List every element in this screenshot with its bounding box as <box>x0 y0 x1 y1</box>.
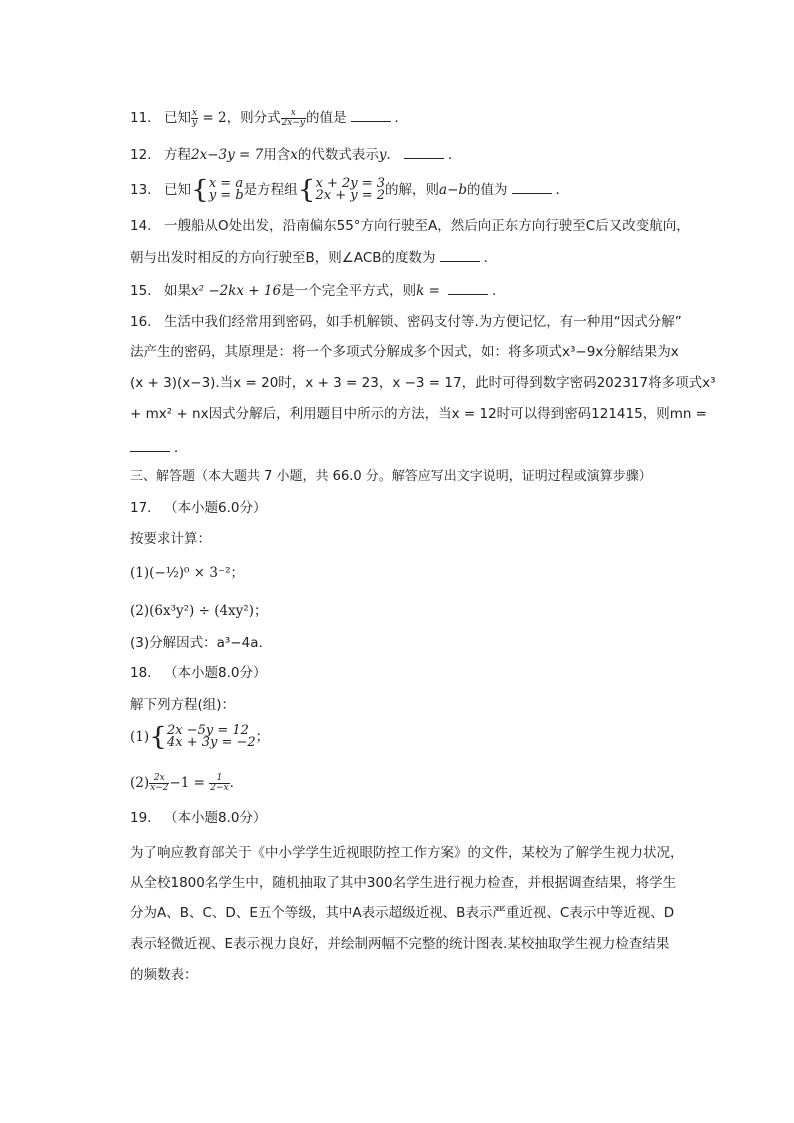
question-14-line-2: 朝与出发时相反的方向行驶至B，则∠ACB的度数为 ． <box>130 247 497 268</box>
brace-icon: { <box>297 174 316 205</box>
question-number: 17. <box>130 500 152 516</box>
question-19-line-5: 的频数表： <box>130 967 198 983</box>
question-19-line-2: 从全校1800名学生中，随机抽取了其中300名学生进行视力检查，并根据调查结果，将学生 <box>130 875 677 891</box>
question-17-part-1: (1)(−½)⁰ × 3⁻²； <box>130 565 244 581</box>
question-number: 15. <box>130 283 152 299</box>
equation-system: 2x −5y = 12 4x + 3y = −2 <box>166 723 256 750</box>
score-label: （本小题6.0分） <box>164 500 267 516</box>
answer-blank <box>440 247 480 262</box>
question-14-line-1: 14. 一艘船从O处出发，沿南偏东55°方向行驶至A，然后向正东方向行驶至C后又改变航向， <box>130 218 690 234</box>
question-18-part-2: (2) $\frac{2x}{x-2}$ −1 = $\frac{1}{2-x}$ . <box>130 772 234 793</box>
equation: 2x−3y = 7 <box>191 147 264 163</box>
question-19-line-4: 表示轻微近视、E表示视力良好，并绘制两幅不完整的统计图表.某校抽取学生视力检查结果 <box>130 936 670 952</box>
answer-blank <box>448 280 488 295</box>
question-16-line-2: 法产生的密码，其原理是：将一个多项式分解成多个因式，如：将多项式x³−9x分解结果为x <box>130 344 679 360</box>
question-19-line-1: 为了响应教育部关于《中小学学生近视眼防控工作方案》的文件，某校为了解学生视力状况， <box>130 845 684 861</box>
question-17-part-2: (2)(6x³y²) ÷ (4xy²)； <box>130 603 268 619</box>
brace-icon: { <box>191 174 209 205</box>
question-19-header <box>130 808 266 828</box>
brace-icon: { <box>149 721 167 752</box>
answer-blank <box>512 179 552 194</box>
question-18-header <box>130 663 266 683</box>
score-label: （本小题8.0分） <box>164 810 267 826</box>
question-13: 13. 已知{ x = a y = b 是方程组{ x + 2y = 3 2x + y = 2 的解，则a−b的值为 ． <box>130 174 570 205</box>
question-number: 12. <box>130 147 152 163</box>
question-11: 11. 已知 $\frac{x}{y}$ = 2，则分式 $\frac{x}{2x-y}$ 的值是 ． <box>130 107 409 128</box>
question-number: 14. <box>130 218 152 234</box>
answer-blank <box>351 107 391 122</box>
question-18-intro: 解下列方程(组)： <box>130 697 236 713</box>
question-15: 15. 如果x² −2kx + 16是一个完全平方式，则k = ． <box>130 280 506 301</box>
question-17-intro: 按要求计算： <box>130 531 211 547</box>
question-18-part-1: (1){ 2x −5y = 12 4x + 3y = −2 ； <box>130 721 270 752</box>
equation-system: x + 2y = 3 2x + y = 2 <box>315 176 386 203</box>
system-xy: x = a y = b <box>208 176 244 203</box>
fraction-expression: $\frac{x}{2x-y}$ <box>281 107 306 128</box>
score-label: （本小题8.0分） <box>164 665 267 681</box>
question-12: 12. 方程2x−3y = 7用含x的代数式表示y． ． <box>130 144 461 165</box>
question-19-line-3: 分为A、B、C、D、E五个等级，其中A表示超级近视、B表示严重近视、C表示中等近视、D <box>130 905 675 921</box>
question-number: 11. <box>130 110 152 126</box>
section-heading: 三、解答题（本大题共 7 小题，共 66.0 分。解答应写出文字说明，证明过程或演算步骤） <box>130 469 652 484</box>
question-number: 13. <box>130 182 152 198</box>
answer-blank <box>130 437 170 452</box>
question-number: 16. <box>130 314 152 330</box>
question-16-line-3: (x + 3)(x−3).当x = 20时，x + 3 = 23，x −3 = 17，此时可得到数字密码202317将多项式x³ <box>130 375 716 391</box>
fraction-right: $\frac{1}{2-x}$ <box>210 772 229 793</box>
question-16-line-1: 16. 生活中我们经常用到密码，如手机解锁、密码支付等.为方便记忆，有一种用“因式分解” <box>130 314 682 330</box>
question-16-line-4: + mx² + nx因式分解后，利用题目中所示的方法，当x = 12时可以得到密码121415，则mn = <box>130 406 707 422</box>
question-16-line-5: ． <box>130 437 188 458</box>
polynomial: x² −2kx + 16 <box>191 283 282 299</box>
answer-blank <box>404 144 444 159</box>
question-number: 18. <box>130 665 152 681</box>
question-17-part-3: (3)分解因式：a³−4a． <box>130 635 272 651</box>
fraction-left: $\frac{2x}{x-2}$ <box>150 772 169 793</box>
fraction-x-over-y: $\frac{x}{y}$ <box>192 107 198 128</box>
question-17-header <box>130 498 266 518</box>
question-number: 19. <box>130 810 152 826</box>
